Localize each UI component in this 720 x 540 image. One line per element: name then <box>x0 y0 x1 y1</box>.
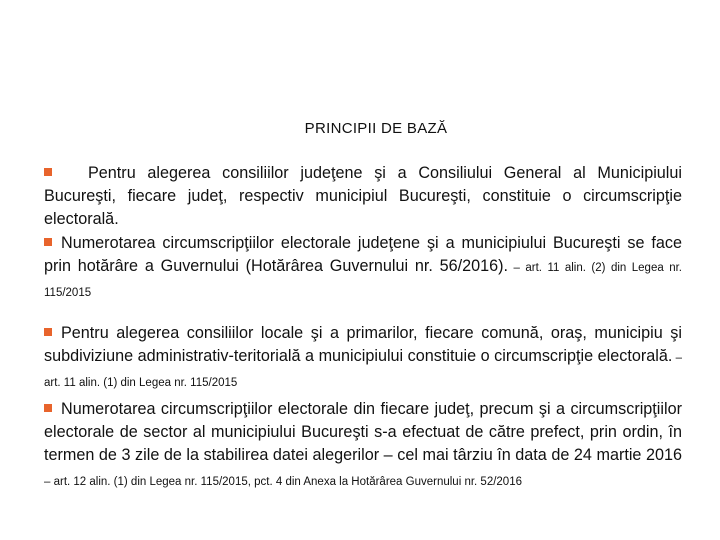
paragraph-text: Pentru alegerea consiliilor judeţene şi a Consiliului General al Municipiului Bucureşti, fiecare judeţ, respectiv municipiul Bucureşti, constituie o circumscripţie electorală. <box>44 164 682 228</box>
square-bullet-icon <box>44 168 52 176</box>
paragraph-prefect-numbering <box>44 398 682 494</box>
paragraph-county-circumscription <box>44 162 682 231</box>
slide-title-text: PRINCIPII DE BAZĂ <box>304 120 448 137</box>
paragraph-text: Numerotarea circumscripţiilor electorale judeţene şi a municipiului Bucureşti se face prin hotărâre a Guvernului (Hotărârea Guvernului nr. 56/2016). <box>44 234 682 275</box>
legal-reference: – art. 11 alin. (2) din Legea nr. 115/2015 <box>44 262 682 299</box>
paragraph-local-circumscription <box>44 322 682 395</box>
legal-reference: – art. 12 alin. (1) din Legea nr. 115/2015, pct. 4 din Anexa la Hotărârea Guvernului nr. 52/2016 <box>44 476 522 488</box>
square-bullet-icon <box>44 238 52 246</box>
square-bullet-icon <box>44 328 52 336</box>
paragraph-circumscription-numbering <box>44 232 682 305</box>
square-bullet-icon <box>44 404 52 412</box>
paragraph-text: Pentru alegerea consiliilor locale şi a primarilor, fiecare comună, oraş, municipiu şi subdiviziune administrativ-teritorială a municipiului constituie o circumscripţie electorală. <box>44 324 682 365</box>
paragraph-text: Numerotarea circumscripţiilor electorale din fiecare judeţ, precum şi a circumscripţiilor electorale de sector al municipiului Bucureşti s-a efectuat de către prefect, prin ordin, în termen de 3 zile de la stabilirea datei alegerilor – cel mai târziu în data de 24 martie 2016 <box>44 400 682 464</box>
legal-reference: – art. 11 alin. (1) din Legea nr. 115/2015 <box>44 352 683 389</box>
slide-title <box>0 120 720 137</box>
